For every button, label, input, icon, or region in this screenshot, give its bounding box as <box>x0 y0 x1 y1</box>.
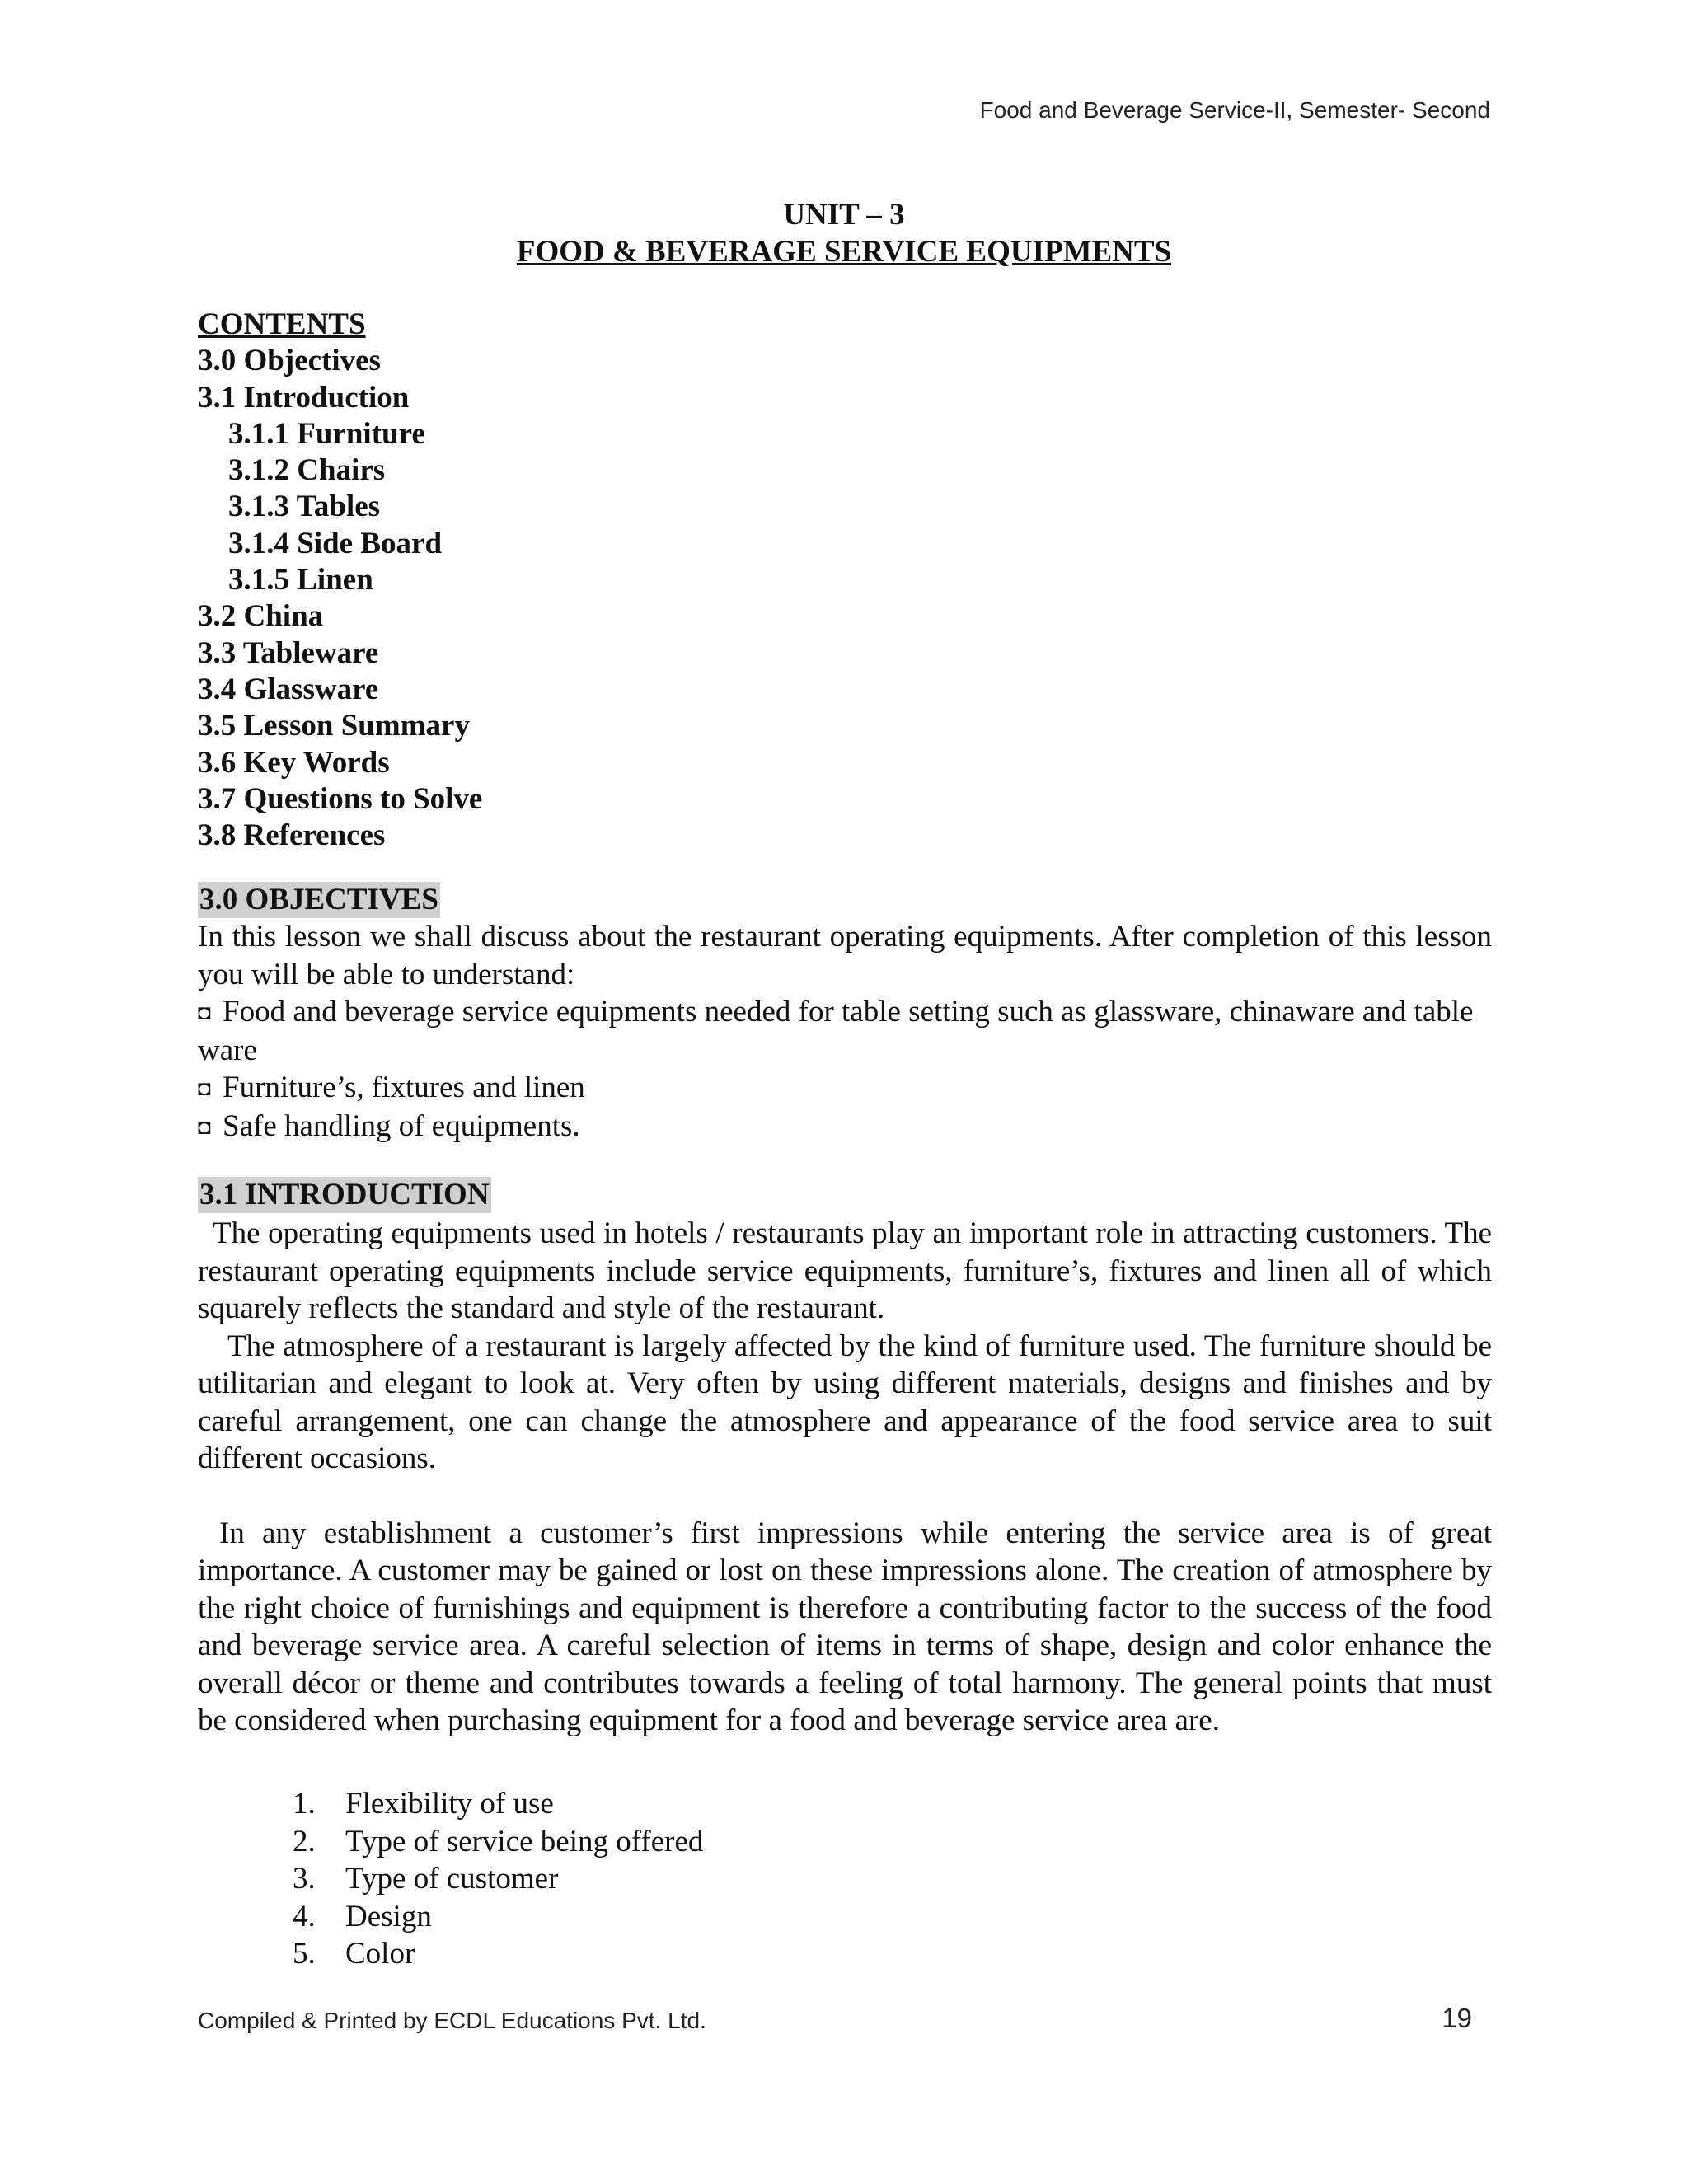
list-item: 4. Design <box>293 1899 432 1933</box>
table-of-contents <box>198 307 482 854</box>
contents-item: 3.5 Lesson Summary <box>198 709 470 743</box>
footer-credit: Compiled & Printed by ECDL Educations Pvt. Ltd. <box>198 2008 706 2033</box>
objectives-bullet: ◘ Food and beverage service equipments needed for table setting such as glassware, chinaware and table ware <box>198 995 1474 1067</box>
bullet-icon: ◘ <box>198 1001 211 1024</box>
list-item: 1. Flexibility of use <box>293 1787 554 1821</box>
contents-item: 3.1 Introduction <box>198 380 410 415</box>
unit-title-block <box>0 196 1688 270</box>
unit-title: FOOD & BEVERAGE SERVICE EQUIPMENTS <box>516 235 1172 269</box>
page-number: 19 <box>1442 2003 1472 2033</box>
contents-item: 3.3 Tableware <box>198 635 379 670</box>
objectives-heading: 3.0 OBJECTIVES <box>199 883 438 916</box>
contents-subitem: 3.1.5 Linen <box>228 563 373 598</box>
contents-item: 3.7 Questions to Solve <box>198 781 483 816</box>
contents-item: 3.6 Key Words <box>198 745 390 780</box>
purchase-points-list <box>293 1785 703 1973</box>
introduction-body <box>198 1215 1492 1740</box>
contents-item: 3.4 Glassware <box>198 672 379 706</box>
objectives-bullet: ◘ Safe handling of equipments. <box>198 1108 1492 1146</box>
list-item: 5. Color <box>293 1937 415 1971</box>
contents-subitem: 3.1.3 Tables <box>228 490 381 524</box>
bullet-icon: ◘ <box>198 1076 211 1100</box>
introduction-heading: 3.1 INTRODUCTION <box>199 1178 490 1212</box>
bullet-icon: ◘ <box>198 1114 211 1139</box>
intro-paragraph: The operating equipments used in hotels / restaurants play an important role in attracting customers. The restaurant operating equipments include service equipments, furniture’s, fixtures and linen all of which squarely reflects the standard and style of the restaurant. <box>198 1216 1492 1325</box>
objectives-intro: In this lesson we shall discuss about the restaurant operating equipments. After completion of this lesson you will be able to understand: <box>198 920 1492 991</box>
contents-item: 3.0 Objectives <box>198 344 381 378</box>
objectives-bullet: ◘ Furniture’s, fixtures and linen <box>198 1069 1492 1108</box>
objectives-body <box>198 918 1492 1146</box>
unit-number: UNIT – 3 <box>783 198 905 232</box>
contents-item: 3.8 References <box>198 818 386 853</box>
contents-subitem: 3.1.2 Chairs <box>228 453 386 488</box>
contents-heading: CONTENTS <box>198 307 366 341</box>
contents-subitem: 3.1.4 Side Board <box>228 526 443 560</box>
list-item: 2. Type of service being offered <box>293 1824 704 1858</box>
intro-paragraph: The atmosphere of a restaurant is largely affected by the kind of furniture used. The furniture should be utilitarian and elegant to look at. Very often by using different materials, designs and finishes and by careful arrangement, one can change the atmosphere and appearance of the food service area to suit different occasions. <box>198 1329 1492 1475</box>
contents-item: 3.2 China <box>198 599 324 634</box>
contents-subitem: 3.1.1 Furniture <box>228 416 425 451</box>
list-item: 3. Type of customer <box>293 1862 559 1896</box>
running-header: Food and Beverage Service-II, Semester- Second <box>979 97 1490 123</box>
intro-paragraph: In any establishment a customer’s first impressions while entering the service area is of great importance. A customer may be gained or lost on these impressions alone. The creation of atmosphere by the right choice of furnishings and equipment is therefore a contributing factor to the success of the food and beverage service area. A careful selection of items in terms of shape, design and color enhance the overall décor or theme and contributes towards a feeling of total harmony. The general points that must be considered when purchasing equipment for a food and beverage service area are. <box>198 1516 1492 1737</box>
